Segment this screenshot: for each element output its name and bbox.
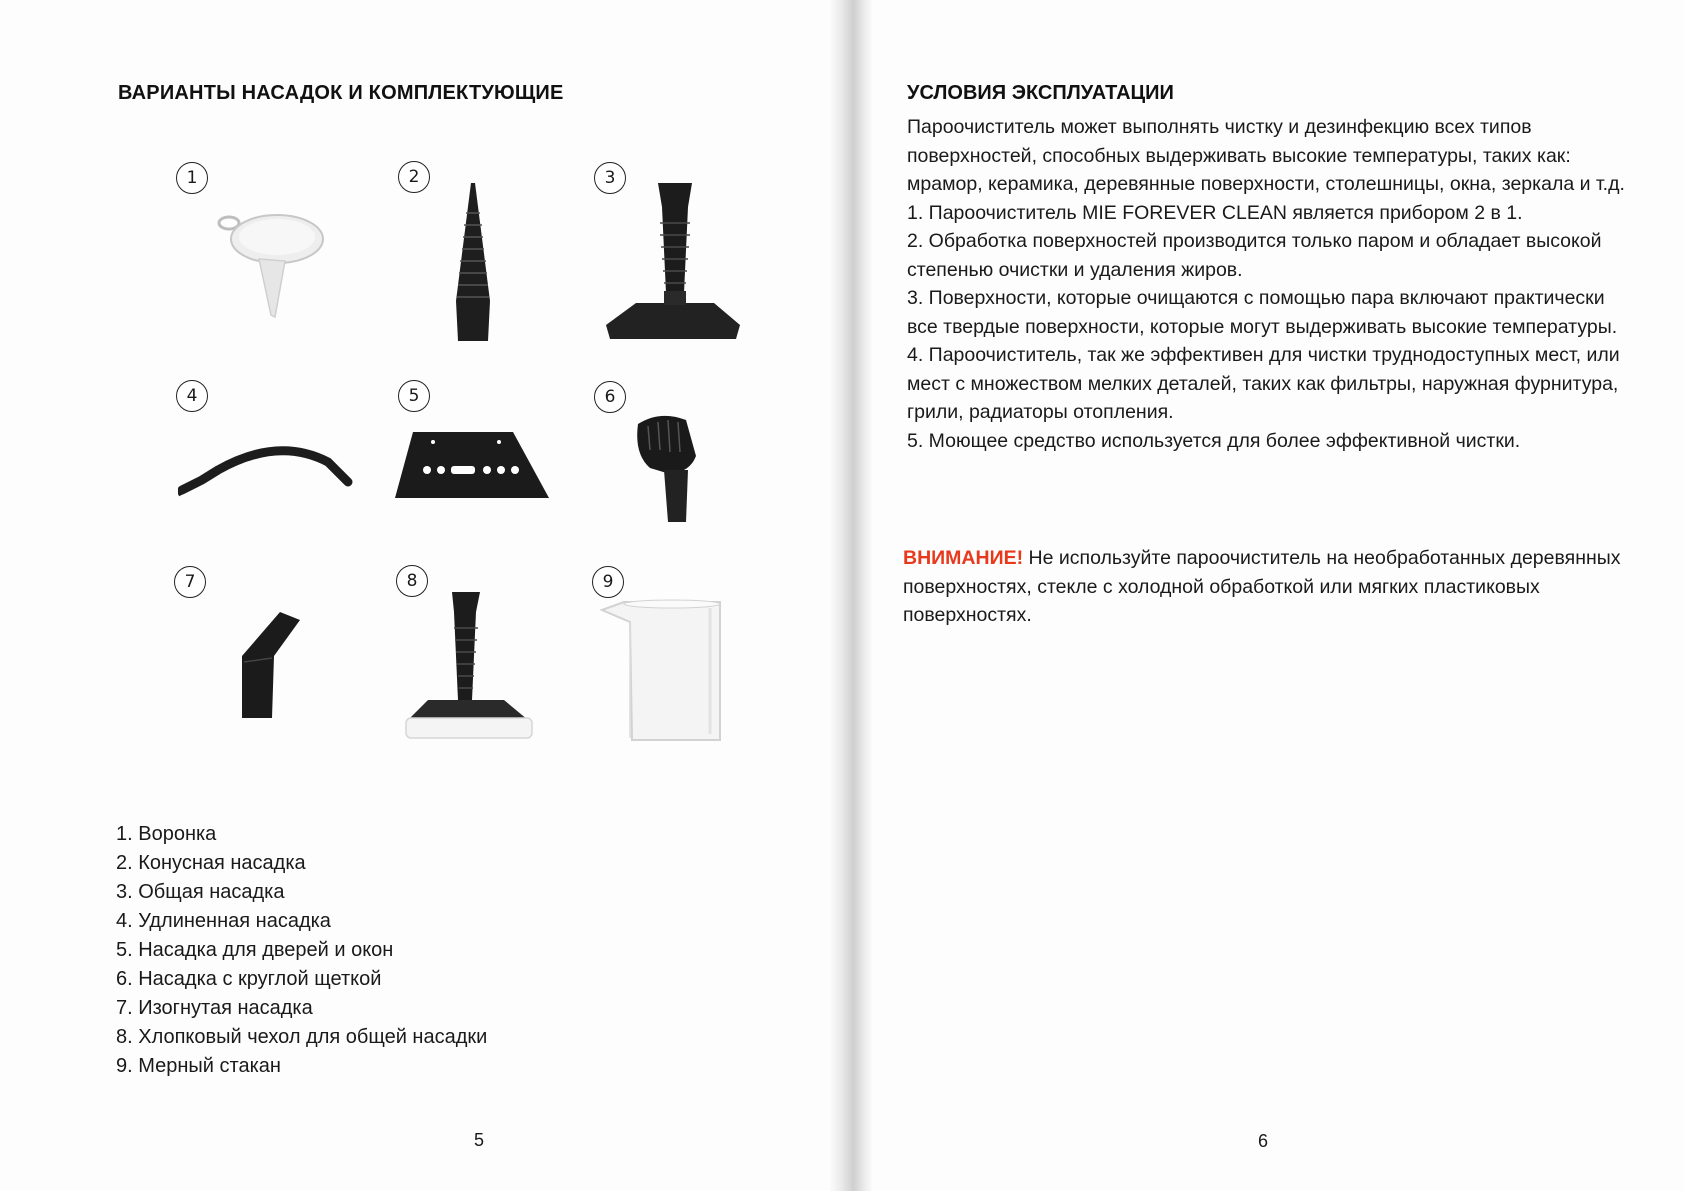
marker-9: 9 — [592, 566, 624, 598]
conical-nozzle-image — [448, 183, 498, 343]
intro-paragraph: Пароочиститель может выполнять чистку и дезинфекцию всех типов поверхностей, способных выдерживать высокие температуры, таких как: мрамор, керамика, деревянные поверхности, столешницы, окна, зеркала и т.д. — [907, 116, 1625, 195]
warning-note — [903, 544, 1643, 630]
operating-conditions-title: УСЛОВИЯ ЭКСПЛУАТАЦИИ — [907, 82, 1174, 104]
condition-item: 3. Поверхности, которые очищаются с помощью пара включают практически все твердые поверхности, которые могут выдерживать высокие температуры. — [907, 287, 1618, 338]
marker-6: 6 — [594, 381, 626, 413]
list-item: 8. Хлопковый чехол для общей насадки — [116, 1026, 488, 1048]
funnel-image — [215, 205, 335, 325]
general-nozzle-image — [606, 183, 744, 343]
list-item: 2. Конусная насадка — [116, 852, 306, 874]
list-item: 7. Изогнутая насадка — [116, 997, 313, 1019]
condition-item: 1. Пароочиститель MIE FOREVER CLEAN является прибором 2 в 1. — [907, 201, 1523, 224]
condition-item: 5. Моющее средство используется для более эффективной чистки. — [907, 429, 1521, 452]
list-item: 5. Насадка для дверей и окон — [116, 939, 394, 961]
bent-nozzle-image — [236, 612, 304, 722]
measuring-cup-image — [600, 598, 730, 746]
warning-text: Не используйте пароочиститель на необработанных деревянных поверхностях, стекле с холодной обработкой или мягких пластиковых поверхностях. — [903, 547, 1621, 626]
round-brush-image — [630, 410, 710, 526]
list-item: 1. Воронка — [116, 823, 217, 845]
page-number-left: 5 — [474, 1130, 485, 1150]
book-spine — [828, 0, 874, 1191]
window-nozzle-image — [393, 430, 553, 502]
operating-conditions-body — [907, 113, 1637, 455]
page-number-right: 6 — [1258, 1131, 1269, 1151]
marker-4: 4 — [176, 380, 208, 412]
marker-5: 5 — [398, 380, 430, 412]
list-item: 3. Общая насадка — [116, 881, 285, 903]
marker-8: 8 — [396, 565, 428, 597]
list-item: 4. Удлиненная насадка — [116, 910, 331, 932]
marker-2: 2 — [398, 161, 430, 193]
marker-7: 7 — [174, 566, 206, 598]
accessories-title: ВАРИАНТЫ НАСАДОК И КОМПЛЕКТУЮЩИЕ — [118, 82, 564, 104]
condition-item: 2. Обработка поверхностей производится только паром и обладает высокой степенью очистки и удаления жиров. — [907, 230, 1602, 281]
warning-label: ВНИМАНИЕ! — [903, 547, 1024, 569]
parts-list — [116, 820, 487, 1081]
marker-1: 1 — [176, 162, 208, 194]
condition-item: 4. Пароочиститель, так же эффективен для чистки труднодоступных мест, или мест с множеством мелких деталей, таких как фильтры, наружная фурнитура, грили, радиаторы отопления. — [907, 344, 1620, 423]
list-item: 9. Мерный стакан — [116, 1055, 281, 1077]
list-item: 6. Насадка с круглой щеткой — [116, 968, 382, 990]
marker-3: 3 — [594, 162, 626, 194]
cotton-cover-image — [404, 592, 536, 742]
extension-nozzle-image — [178, 432, 358, 502]
